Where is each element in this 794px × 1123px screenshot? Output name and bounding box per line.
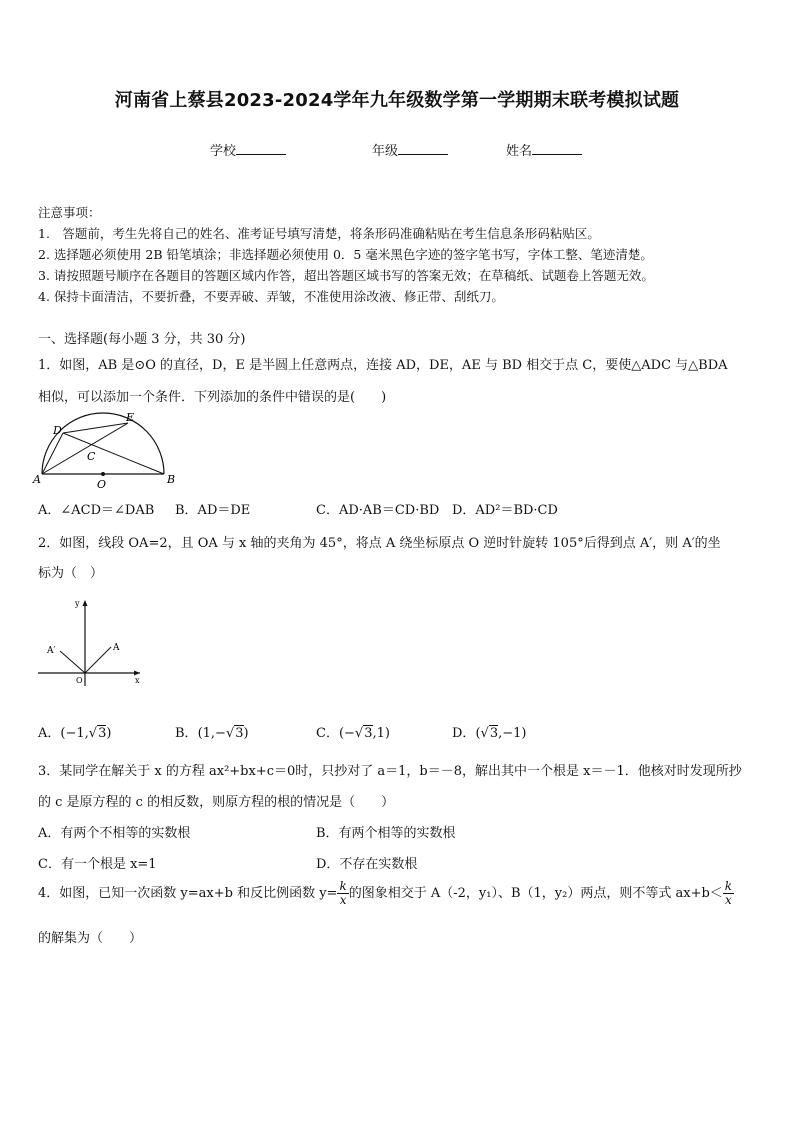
y-axis-arrow: [83, 600, 88, 606]
center-o-dot: [101, 472, 105, 476]
q2-option-d[interactable]: D．(√3,−1): [452, 726, 527, 741]
q4-line2: 的解集为（ ）: [38, 931, 143, 946]
page-title: 河南省上蔡县2023-2024学年九年级数学第一学期期末联考模拟试题: [114, 90, 680, 111]
label-c: C: [87, 450, 96, 463]
q3-option-d[interactable]: D．不存在实数根: [316, 857, 418, 872]
notice-heading: 注意事项：: [38, 205, 101, 220]
point-a-prime-label: A′: [47, 646, 56, 656]
label-d: D: [53, 424, 62, 437]
q2-option-b[interactable]: B．(1,−√3): [175, 726, 249, 741]
q1-line1: 1．如图，AB 是⊙O 的直径，D，E 是半圆上任意两点，连接 AD，DE，AE 与 BD 相交于点 C，要使△ADC 与△BDA: [38, 358, 728, 373]
grade-field[interactable]: [372, 140, 448, 159]
q1-option-c[interactable]: C．AD·AB＝CD·BD: [316, 503, 440, 518]
q3-line2: 的 c 是原方程的 c 的相反数，则原方程的根的情况是（ ）: [38, 795, 395, 810]
q3-option-b[interactable]: B．有两个相等的实数根: [316, 826, 456, 841]
segment-de: [63, 423, 128, 433]
q3-option-a[interactable]: A．有两个不相等的实数根: [38, 826, 191, 841]
segment-oa-prime: [60, 651, 85, 673]
q2-line1: 2．如图，线段 OA=2，且 OA 与 x 轴的夹角为 45°，将点 A 绕坐标原点 O 逆时针旋转 105°后得到点 A′，则 A′的坐: [38, 536, 721, 551]
axis-label-x: x: [135, 676, 140, 685]
q3-option-c[interactable]: C．有一个根是 x=1: [38, 857, 157, 872]
q2-option-a[interactable]: A．(−1,√3): [38, 726, 112, 741]
origin-label: O: [76, 676, 83, 685]
q1-option-b[interactable]: B．AD＝DE: [175, 503, 251, 518]
q1-option-d[interactable]: D．AD²＝BD·CD: [452, 503, 558, 518]
point-a-label: A: [113, 643, 120, 653]
q4-text-part1: 4．如图，已知一次函数 y=ax+b 和反比例函数 y=: [38, 886, 338, 901]
segment-oa: [85, 647, 111, 673]
semicircle-arc: [42, 413, 164, 474]
school-field[interactable]: [210, 140, 286, 159]
q2-coordinate-figure: [33, 595, 145, 687]
school-label: 学校: [210, 144, 237, 159]
q1-semicircle-figure: [30, 408, 180, 488]
label-o: O: [97, 478, 107, 488]
grade-blank[interactable]: [398, 142, 448, 155]
q4-fraction-1: $\frac{k}{x}$: [339, 879, 347, 907]
grade-label: 年级: [372, 144, 399, 159]
q1-line2: 相似，可以添加一个条件．下列添加的条件中错误的是( ): [38, 390, 387, 405]
q4-fraction-2: $\frac{k}{x}$: [724, 879, 733, 907]
name-label: 姓名: [506, 144, 533, 159]
name-blank[interactable]: [532, 142, 582, 155]
q4-line1: [38, 880, 734, 907]
q1-option-a[interactable]: A．∠ACD＝∠DAB: [38, 503, 155, 518]
name-field[interactable]: [506, 140, 582, 159]
q4-text-part2: 的图象相交于 A（-2，y₁）、B（1，y₂）两点，则不等式 ax+b＜: [348, 886, 723, 901]
school-blank[interactable]: [236, 142, 286, 155]
q2-line2: 标为（ ）: [38, 566, 104, 581]
section-heading: 一、选择题(每小题 3 分，共 30 分): [38, 332, 246, 347]
label-b: B: [167, 473, 176, 486]
segment-bd: [63, 433, 164, 474]
notice-item-3: 3. 请按照题号顺序在各题目的答题区域内作答，超出答题区域书写的答案无效；在草稿纸、试题卷上答题无效。: [38, 268, 654, 283]
notice-item-4: 4. 保持卡面清洁，不要折叠，不要弄破、弄皱，不准使用涂改液、修正带、刮纸刀。: [38, 289, 504, 304]
q3-line1: 3．某同学在解关于 x 的方程 ax²+bx+c＝0时，只抄对了 a＝1，b＝－8，解出其中一个根是 x＝－1．他核对时发现所抄: [38, 764, 742, 779]
notice-item-2: 2. 选择题必须使用 2B 铅笔填涂；非选择题必须使用 0．5 毫米黑色字迹的签字笔书写，字体工整、笔迹清楚。: [38, 247, 653, 262]
label-e: E: [126, 411, 135, 424]
q2-option-c[interactable]: C．(−√3,1): [316, 726, 390, 741]
axis-label-y: y: [75, 599, 80, 608]
label-a: A: [33, 473, 41, 486]
notice-item-1: 1. 答题前，考生先将自己的姓名、准考证号填写清楚，将条形码准确粘贴在考生信息条形码粘贴区。: [38, 226, 600, 241]
x-axis-arrow: [134, 671, 140, 676]
